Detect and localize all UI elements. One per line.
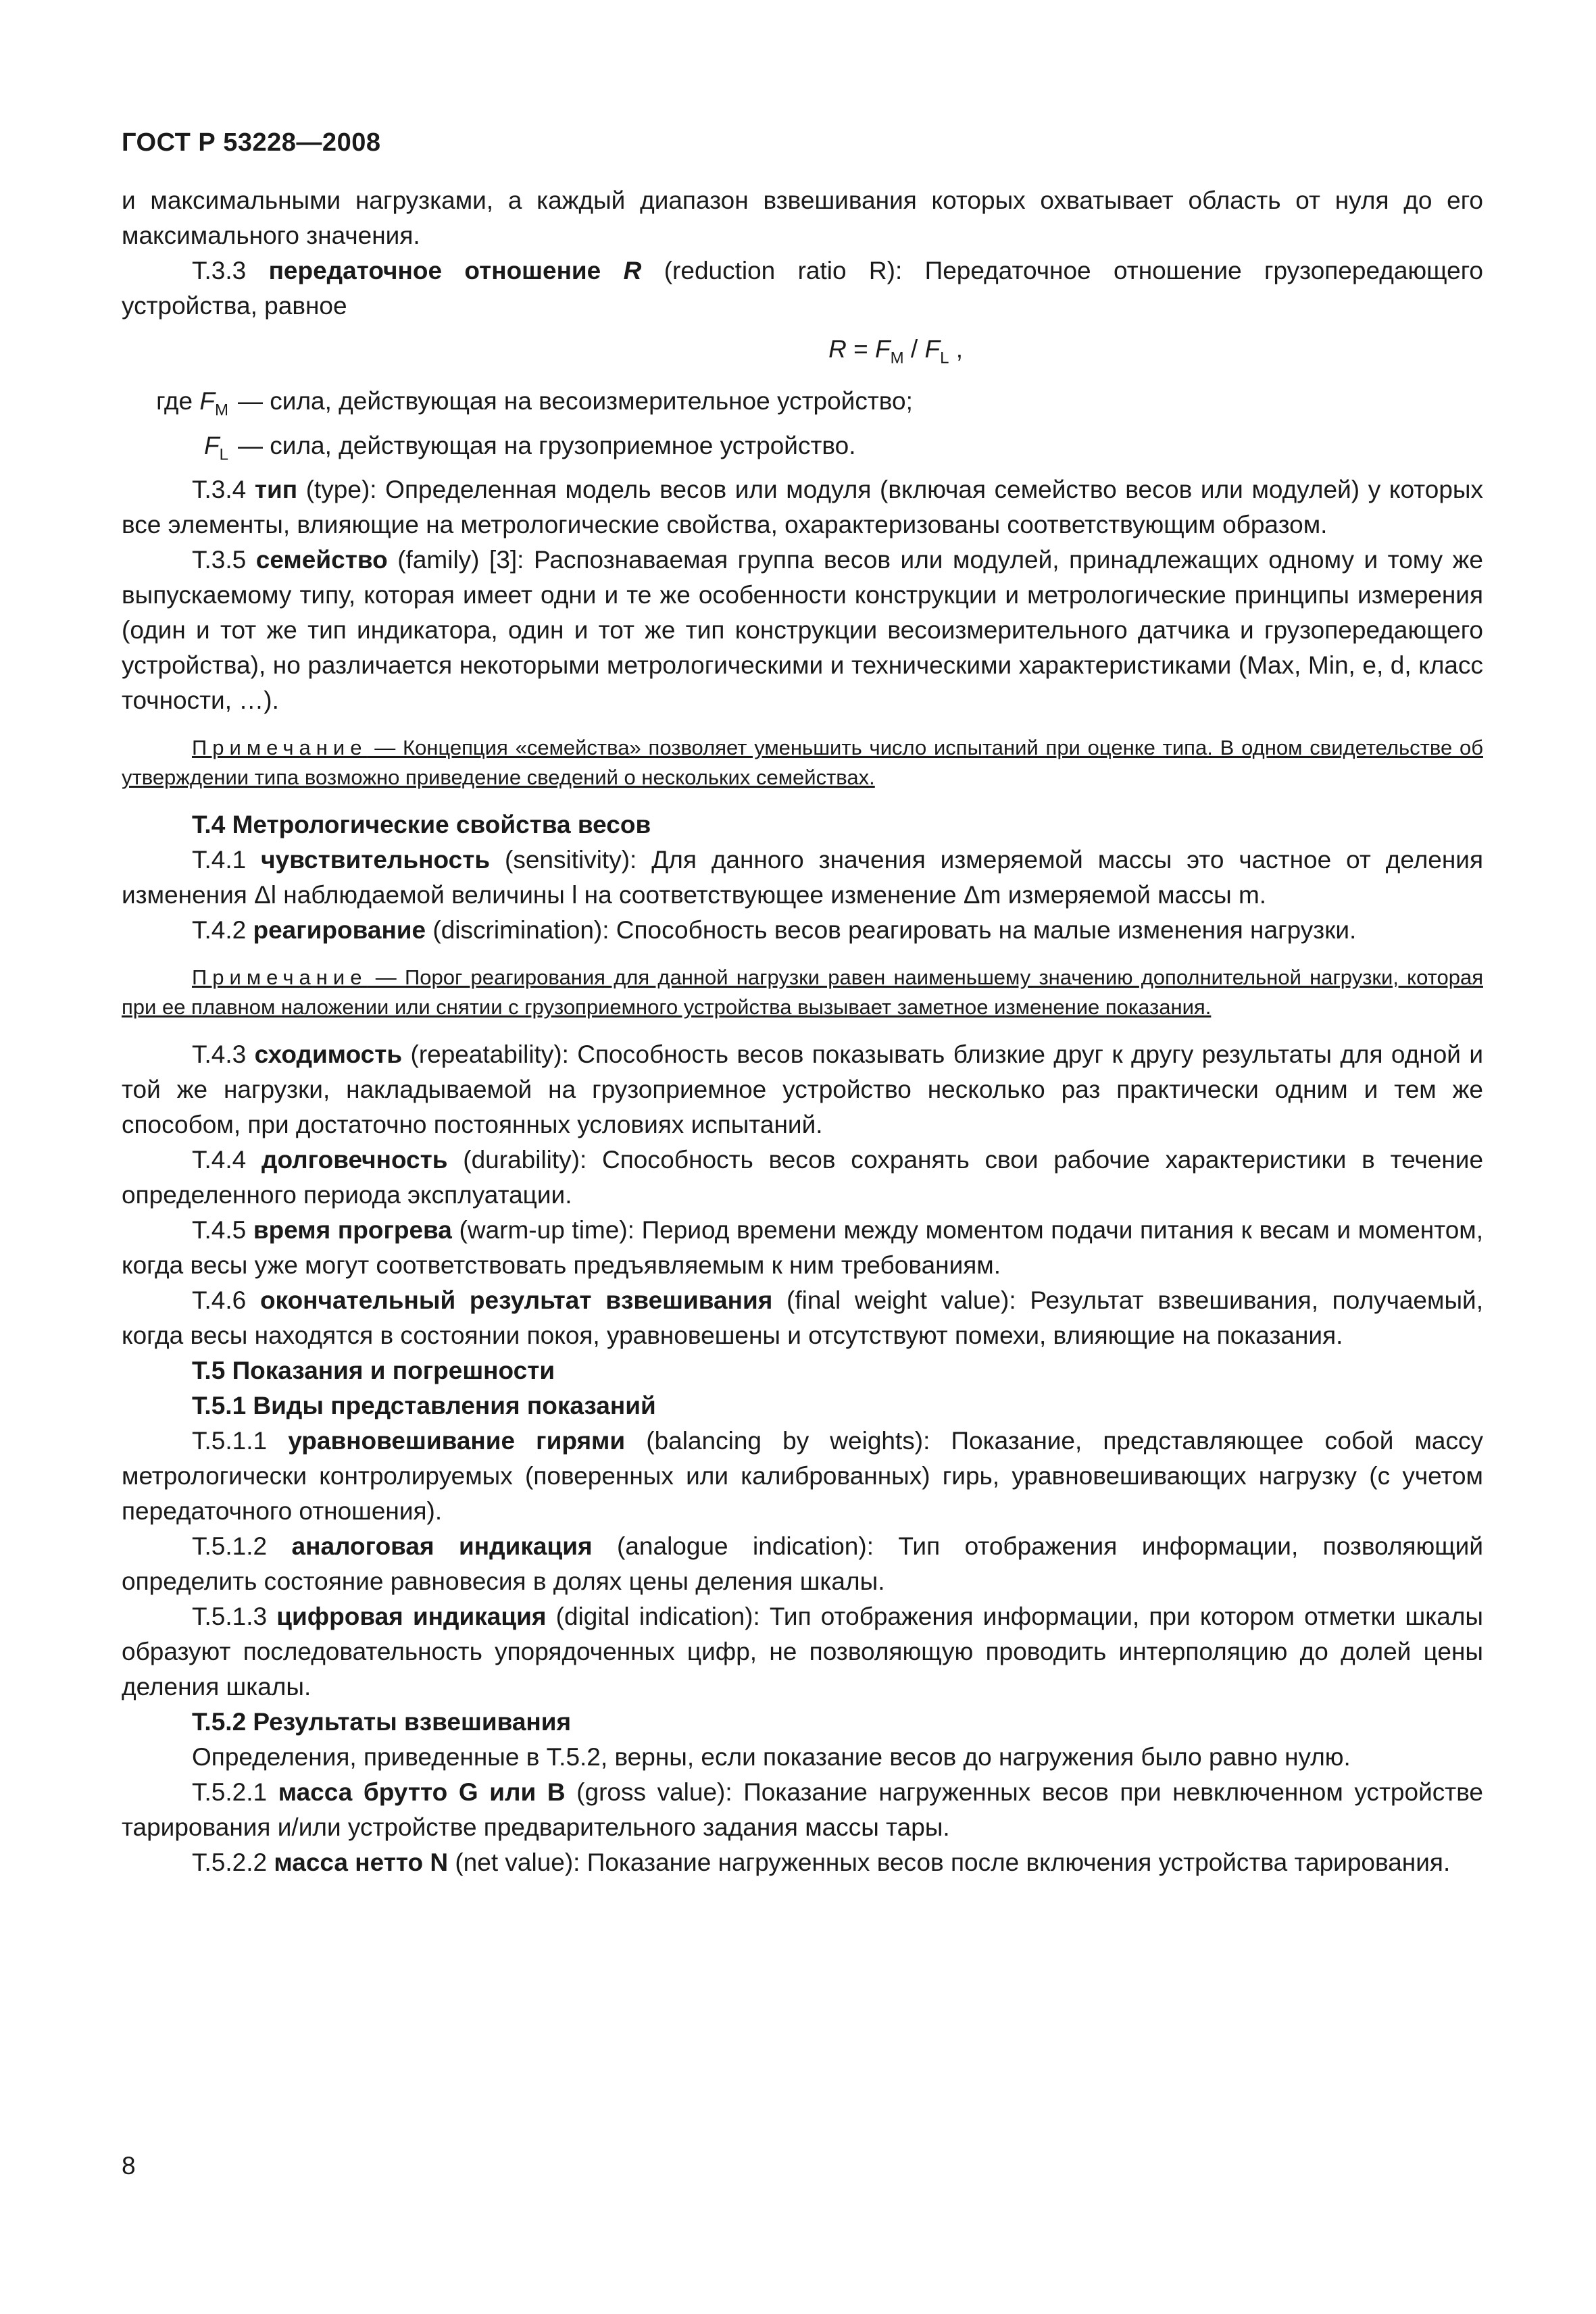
- definition-text: (discrimination): Способность весов реагировать на малые изменения нагрузки.: [432, 916, 1357, 945]
- paragraph-t52-intro: Определения, приведенные в Т.5.2, верны, если показание весов до нагружения было равно нулю.: [192, 1743, 1351, 1771]
- formula-eq: =: [846, 335, 876, 363]
- section-heading-t51: Т.5.1 Виды представления показаний: [192, 1392, 656, 1420]
- term: цифровая индикация: [276, 1603, 547, 1631]
- definition-text: (digital indication): Тип отображения информации, при котором отметки шкалы образуют последовательность упорядоченных цифр, не позволяющую проводить интерполяцию до долей цены деления шкалы.: [122, 1603, 1483, 1701]
- legend-row-fl: [122, 428, 1483, 472]
- page-number: 8: [122, 2152, 136, 2180]
- definition-text: (final weight value): Результат взвешивания, получаемый, когда весы находятся в состоянии покоя, уравновешены и отсутствуют помехи, влияющие на показания.: [122, 1286, 1483, 1350]
- legend-fl: F: [204, 431, 220, 459]
- definition-t44: [122, 1142, 1483, 1213]
- term: сходимость: [254, 1040, 403, 1069]
- legend-row-fm: [122, 384, 1483, 428]
- formula-fm-sub: M: [890, 349, 904, 368]
- definition-t333: [122, 253, 1483, 324]
- term: передаточное отношение: [268, 257, 601, 284]
- definition-t43: [122, 1037, 1483, 1142]
- legend-fm-text: — сила, действующая на весоизмерительное устройство;: [238, 387, 913, 416]
- clause-number: Т.4.1: [192, 846, 247, 874]
- definition-text: (gross value): Показание нагруженных весов при невключенном устройстве тарирования и/или устройстве предварительного задания массы тары.: [122, 1778, 1484, 1842]
- document-page: [122, 128, 1483, 1880]
- legend-lead: [122, 428, 238, 472]
- clause-number: Т.4.2: [192, 916, 247, 945]
- definition-t522: [122, 1845, 1483, 1880]
- definition-t335: [122, 543, 1483, 718]
- definition-t46: [122, 1283, 1483, 1353]
- note-family: [122, 733, 1483, 793]
- definition-t45: [122, 1213, 1483, 1283]
- definition-t513: [122, 1599, 1483, 1705]
- section-heading-t52: Т.5.2 Результаты взвешивания: [192, 1708, 572, 1736]
- formula-fl-sub: L: [940, 349, 949, 368]
- definition-text: (reduction ratio R): Передаточное отношение грузопередающего устройства, равное: [122, 257, 1484, 320]
- note-label: Примечание: [192, 965, 368, 990]
- section-heading-t4: Т.4 Метрологические свойства весов: [192, 811, 651, 839]
- term-symbol: R: [623, 257, 642, 284]
- document-header: ГОСТ Р 53228—2008: [122, 128, 381, 157]
- definition-text: (sensitivity): Для данного значения измеряемой массы это частное от деления изменения Δl наблюдаемой величины l на соответствующее изменение Δm измеряемой массы m.: [122, 846, 1483, 909]
- where-word: где: [156, 387, 193, 416]
- definition-text: (repeatability): Способность весов показывать близкие друг к другу результаты для одной и той же нагрузки, накладываемой на грузоприемное устройство несколько раз практически одним и тем же способом, при достаточно постоянных условиях испытаний.: [122, 1040, 1483, 1139]
- note-label: Примечание: [192, 736, 368, 760]
- clause-number: Т.5.2.1: [192, 1778, 268, 1807]
- clause-number: Т.4.6: [192, 1286, 247, 1315]
- note-discrimination: [122, 963, 1483, 1022]
- clause-number: Т.5.1.3: [192, 1603, 268, 1631]
- definition-t334: [122, 472, 1483, 543]
- definition-text: (family) [3]: Распознаваемая группа весов или модулей, принадлежащих одному и тому же выпускаемому типу, которая имеет одни и те же особенности конструкции и метрологические принципы измерения (один и тот же тип индикатора, один и тот же тип конструкции весоизмерительного датчика и грузопередающего устройства), но различается некоторыми метрологическими и техническими характеристиками (Max, Min, e, d, класс точности, …).: [122, 546, 1484, 715]
- term: реагирование: [253, 916, 426, 945]
- formula-fm: F: [875, 335, 891, 363]
- clause-number: Т.5.1.2: [192, 1532, 268, 1561]
- clause-number: Т.3.4: [192, 476, 247, 504]
- legend-lead: [122, 384, 238, 428]
- term: чувствительность: [261, 846, 491, 874]
- definition-text: (type): Определенная модель весов или модуля (включая семейство весов или модулей) у которых все элементы, влияющие на метрологические свойства, охарактеризованы соответствующим образом.: [122, 476, 1483, 539]
- definition-text: (durability): Способность весов сохранять свои рабочие характеристики в течение определенного периода эксплуатации.: [122, 1146, 1484, 1209]
- definition-text: (balancing by weights): Показание, представляющее собой массу метрологически контролируемых (поверенных или калиброванных) гирь, уравновешивающих нагрузку (с учетом передаточного отношения).: [122, 1427, 1483, 1526]
- formula-legend: [122, 384, 1483, 472]
- definition-t41: [122, 842, 1483, 913]
- paragraph-continuation: и максимальными нагрузками, а каждый диапазон взвешивания которых охватывает область от нуля до его максимального значения.: [122, 186, 1483, 249]
- clause-number: Т.5.1.1: [192, 1427, 268, 1455]
- clause-number: Т.3.3: [192, 257, 247, 284]
- section-heading-t5: Т.5 Показания и погрешности: [192, 1357, 555, 1385]
- note-text: — Концепция «семейства» позволяет уменьшить число испытаний при оценке типа. В одном свидетельстве об утверждении типа возможно приведение сведений о нескольких семействах.: [122, 736, 1483, 790]
- definition-text: (analogue indication): Тип отображения информации, позволяющий определить состояние равновесия в долях цены деления шкалы.: [122, 1532, 1483, 1596]
- term: тип: [254, 476, 298, 504]
- term: масса брутто G или B: [278, 1778, 566, 1807]
- term: окончательный результат взвешивания: [259, 1286, 773, 1315]
- legend-fl-text: — сила, действующая на грузоприемное устройство.: [238, 431, 856, 459]
- clause-number: Т.5.2.2: [192, 1848, 268, 1877]
- term: масса нетто N: [274, 1848, 449, 1877]
- term: уравновешивание гирями: [288, 1427, 626, 1455]
- clause-number: Т.4.4: [192, 1146, 247, 1174]
- term: семейство: [255, 546, 388, 574]
- term: время прогрева: [253, 1216, 452, 1244]
- legend-fm: F: [199, 387, 215, 416]
- clause-number: Т.3.5: [192, 546, 247, 574]
- formula-fl: F: [924, 335, 941, 363]
- formula-slash: /: [903, 335, 925, 363]
- legend-fm-sub: M: [215, 401, 228, 420]
- definition-text: (net value): Показание нагруженных весов после включения устройства тарирования.: [455, 1848, 1451, 1877]
- term: аналоговая индикация: [291, 1532, 593, 1561]
- note-text: — Порог реагирования для данной нагрузки равен наименьшему значению дополнительной нагрузки, которая при ее плавном наложении или снятии с грузоприемного устройства вызывает заметное изменение показания.: [122, 965, 1483, 1020]
- definition-t511: [122, 1424, 1483, 1529]
- clause-number: Т.4.5: [192, 1216, 247, 1244]
- definition-t512: [122, 1529, 1483, 1599]
- definition-t42: [122, 913, 1483, 948]
- term: долговечность: [261, 1146, 448, 1174]
- clause-number: Т.4.3: [192, 1040, 247, 1069]
- formula: [122, 332, 1483, 376]
- formula-lhs: R: [828, 335, 847, 363]
- definition-text: (warm-up time): Период времени между моментом подачи питания к весам и моментом, когда весы уже могут соответствовать предъявляемым к ним требованиям.: [122, 1216, 1484, 1280]
- definition-t521: [122, 1775, 1483, 1845]
- legend-fl-sub: L: [219, 445, 228, 464]
- formula-tail: ,: [949, 335, 963, 363]
